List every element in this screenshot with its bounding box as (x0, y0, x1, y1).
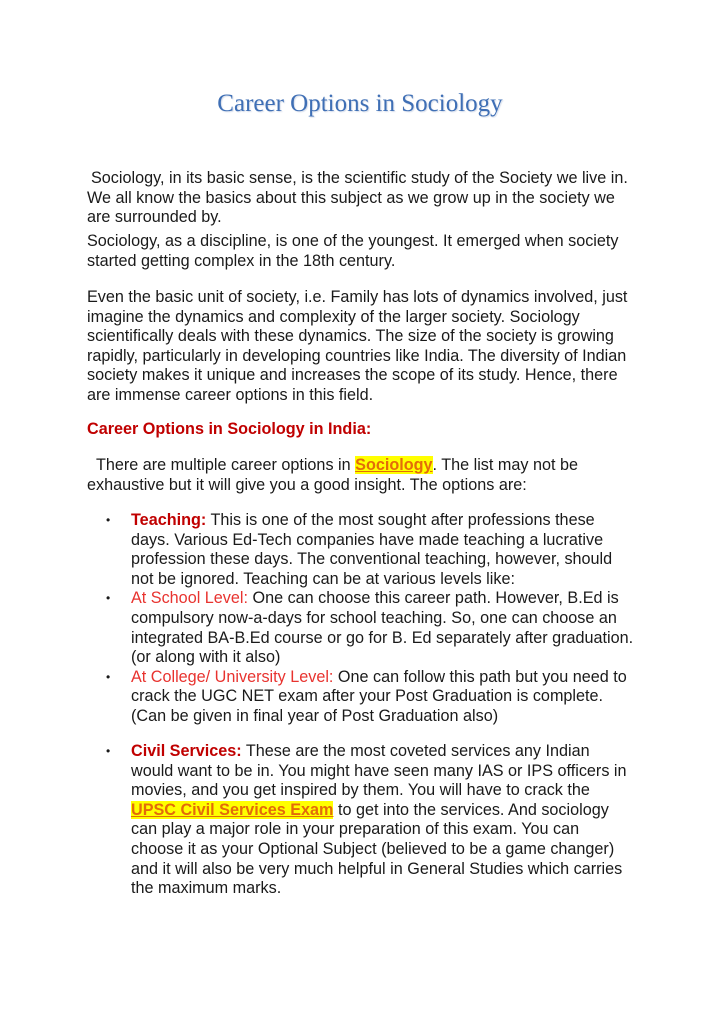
item-label: At School Level: (131, 589, 248, 608)
paragraph-discipline: Sociology, as a discipline, is one of the youngest. It emerged when society started getting complex in the 18th century. (87, 232, 619, 270)
item-text: One can follow this path but you need to crack the UGC NET exam after your Post Graduation is complete. (Can be given in final year of Post Graduation also) (131, 667, 627, 725)
bullet-icon: • (106, 744, 111, 758)
career-list-teaching (87, 511, 635, 727)
paragraph-options-intro (87, 456, 635, 495)
bullet-icon: • (106, 513, 111, 527)
list-item-teaching (87, 511, 635, 589)
bullet-icon: • (106, 669, 111, 684)
item-label: Teaching: (131, 511, 207, 529)
page-title: Career Options in Sociology (217, 90, 503, 117)
career-list-civil-services (87, 742, 635, 899)
sociology-link[interactable]: Sociology (355, 456, 433, 474)
intro-text-after: . The list may not be exhaustive but it will give you a good insight. The options are: (87, 456, 578, 494)
item-label: At College/ University Level: (131, 667, 334, 686)
item-text-after: to get into the services. And sociology can play a major role in your preparation of this exam. You can choose it as your Optional Subject (believed to be a game changer) and it will also be very much helpful in General Studies which carries the maximum marks. (131, 800, 623, 898)
list-item-college-level (87, 668, 635, 727)
item-text: One can choose this career path. However, B.Ed is compulsory now-a-days for school teaching. So, one can choose an integrated BA-B.Ed course or go for B. Ed separately after graduation. (or along with it also) (131, 589, 634, 667)
paragraph-dynamics: Even the basic unit of society, i.e. Family has lots of dynamics involved, just imagine the dynamics and complexity of the larger society. Sociology scientifically deals with these dynamics. The size of the society is growing rapidly, particularly in developing countries like India. The diversity of Indian society makes it unique and increases the scope of its study. Hence, there are immense career options in this field. (87, 288, 628, 404)
item-text: This is one of the most sought after professions these days. Various Ed-Tech companies have made teaching a lucrative profession these days. The conventional teaching, however, should not be ignored. Teaching can be at various levels like: (131, 511, 613, 588)
list-item-civil-services (87, 742, 635, 899)
paragraph-intro: Sociology, in its basic sense, is the scientific study of the Society we live in. We all know the basics about this subject as we grow up in the society we are surrounded by. (87, 169, 628, 227)
intro-text-before: There are multiple career options in (96, 456, 356, 474)
section-heading: Career Options in Sociology in India: (87, 420, 372, 438)
item-label: Civil Services: (131, 742, 242, 760)
list-item-school-level (87, 589, 635, 667)
bullet-icon: • (106, 591, 111, 606)
upsc-exam-link[interactable]: UPSC Civil Services Exam (131, 800, 334, 819)
item-text: These are the most coveted services any Indian would want to be in. You might have seen many IAS or IPS officers in movies, and you get inspired by them. You will have to crack the (131, 742, 627, 800)
